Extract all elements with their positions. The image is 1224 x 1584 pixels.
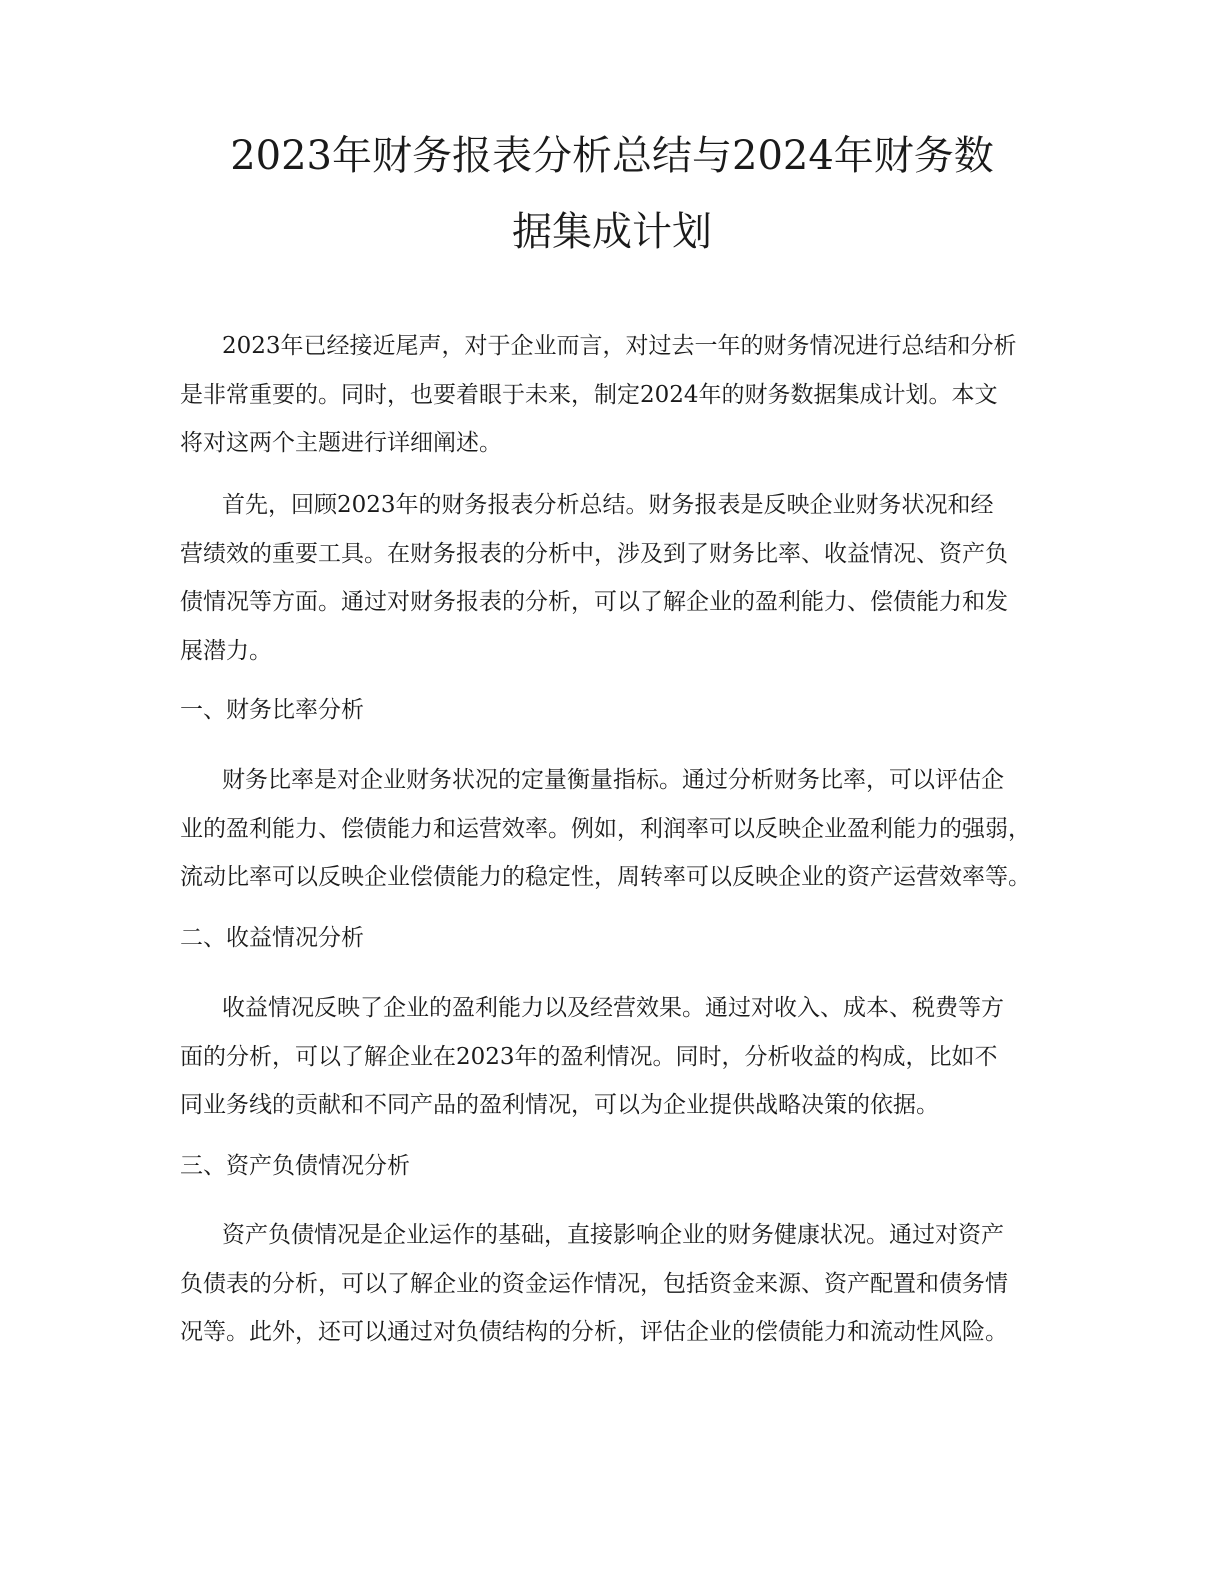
- paragraph-line: 面的分析，可以了解企业在2023年的盈利情况。同时，分析收益的构成，比如不: [180, 1043, 998, 1070]
- paragraph-line: 将对这两个主题进行详细阐述。: [180, 430, 502, 456]
- overview-paragraph: [180, 481, 1060, 675]
- paragraph-line: 首先，回顾2023年的财务报表分析总结。财务报表是反映企业财务状况和经: [222, 492, 994, 518]
- paragraph-line: 财务比率是对企业财务状况的定量衡量指标。通过分析财务比率，可以评估企: [222, 767, 1004, 793]
- paragraph-line: 资产负债情况是企业运作的基础，直接影响企业的财务健康状况。通过对资产: [222, 1222, 1004, 1248]
- section-heading-ratio: 一、财务比率分析: [180, 697, 364, 723]
- section-paragraph-balance: [180, 1211, 1060, 1357]
- paragraph-line: 营绩效的重要工具。在财务报表的分析中，涉及到了财务比率、收益情况、资产负: [180, 540, 1008, 567]
- title-line-2: 据集成计划: [512, 209, 712, 255]
- paragraph-line: 况等。此外，还可以通过对负债结构的分析，评估企业的偿债能力和流动性风险。: [180, 1319, 1008, 1345]
- document-title: [180, 118, 1044, 270]
- paragraph-line: 是非常重要的。同时，也要着眼于未来，制定2024年的财务数据集成计划。本文: [180, 381, 998, 408]
- section-heading-income: 二、收益情况分析: [180, 925, 364, 951]
- section-heading-balance: 三、资产负债情况分析: [180, 1153, 410, 1179]
- intro-paragraph: [180, 322, 1060, 468]
- paragraph-line: 流动比率可以反映企业偿债能力的稳定性，周转率可以反映企业的资产运营效率等。: [180, 864, 1031, 890]
- paragraph-line: 2023年已经接近尾声，对于企业而言，对过去一年的财务情况进行总结和分析: [222, 333, 1017, 359]
- section-paragraph-ratio: [180, 756, 1060, 902]
- paragraph-line: 收益情况反映了企业的盈利能力以及经营效果。通过对收入、成本、税费等方: [222, 995, 1004, 1021]
- title-line-1: 2023年财务报表分析总结与2024年财务数: [230, 133, 994, 179]
- paragraph-line: 业的盈利能力、偿债能力和运营效率。例如，利润率可以反映企业盈利能力的强弱，: [180, 815, 1031, 842]
- paragraph-line: 展潜力。: [180, 637, 272, 664]
- paragraph-line: 同业务线的贡献和不同产品的盈利情况，可以为企业提供战略决策的依据。: [180, 1092, 939, 1118]
- section-paragraph-income: [180, 984, 1060, 1130]
- paragraph-line: 负债表的分析，可以了解企业的资金运作情况，包括资金来源、资产配置和债务情: [180, 1270, 1008, 1297]
- paragraph-line: 债情况等方面。通过对财务报表的分析，可以了解企业的盈利能力、偿债能力和发: [180, 589, 1008, 615]
